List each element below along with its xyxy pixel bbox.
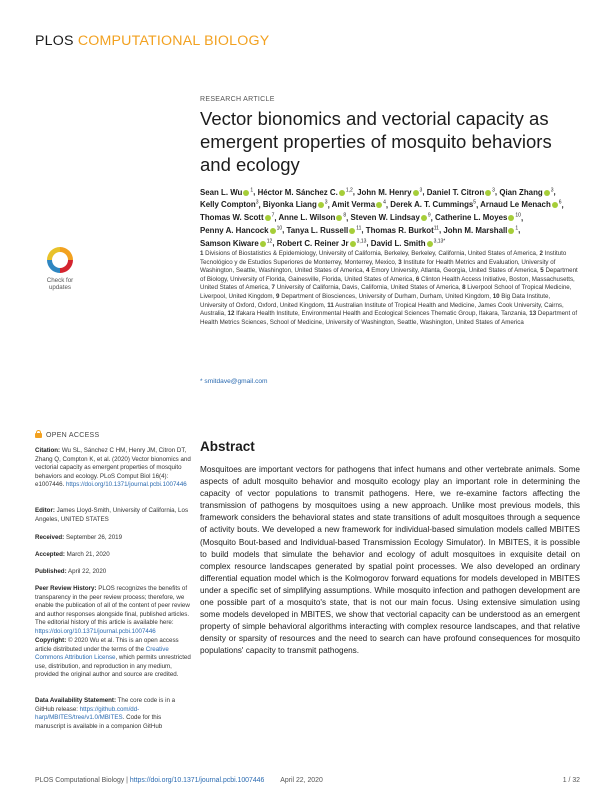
corresponding-email[interactable]: * smitdave@gmail.com <box>200 378 268 385</box>
journal-header <box>35 33 269 49</box>
affiliation-number: 8 <box>462 284 466 292</box>
data-availability-text: The core code is in a GitHub release: <box>35 697 176 713</box>
affiliation-number: 1 <box>200 250 204 257</box>
affiliation-number: 12 <box>227 310 235 318</box>
author-name[interactable]: David L. Smith $^{3,13*}$ <box>370 238 446 248</box>
affiliation-number: 4 <box>366 267 370 275</box>
author-affiliation-number: 12 <box>266 238 273 245</box>
published-label: Published: <box>35 568 67 575</box>
author-affiliation-number: 3,13* <box>433 238 446 245</box>
author-name[interactable]: Penny A. Hancock $^{10}$ <box>200 225 283 236</box>
orcid-icon[interactable] <box>265 215 271 221</box>
copyright-block <box>35 637 193 680</box>
affiliation-number: 6 <box>415 275 420 283</box>
footer-doi-link[interactable]: https://doi.org/10.1371/journal.pcbi.1007446 <box>129 777 265 784</box>
footer-journal: PLOS Computational Biology <box>35 777 125 784</box>
author-name[interactable]: John M. Henry $^3$ <box>357 187 423 197</box>
author-name[interactable]: Steven W. Lindsay $^9$ <box>350 212 431 223</box>
author-affiliation-number: 1 <box>515 225 519 232</box>
author-affiliation-number: 11 <box>433 225 439 232</box>
orcid-icon[interactable] <box>270 228 276 234</box>
author-name[interactable]: Amit Verma $^4$ <box>331 199 386 210</box>
affiliation-text: University of California, Davis, California, United States of America, <box>275 284 463 292</box>
orcid-icon[interactable] <box>336 215 342 221</box>
journal-name: COMPUTATIONAL BIOLOGY <box>77 33 270 49</box>
editor-block <box>35 507 193 524</box>
author-name[interactable]: John M. Marshall $^1$ <box>443 225 519 236</box>
author-affiliation-number: 10 <box>276 225 283 232</box>
author-affiliation-number: 1,2 <box>345 187 353 193</box>
author-affiliation-number: 3 <box>255 199 259 206</box>
orcid-icon[interactable] <box>339 190 345 196</box>
affiliation-text: Clinton Health Access Initiative, Boston, Massachusetts, United States of America, <box>200 275 575 292</box>
affiliation-number: 9 <box>276 292 280 300</box>
page-footer <box>35 777 580 784</box>
article-title: Vector bionomics and vectorial capacity as emergent properties of mosquito behaviors and ecology <box>200 108 552 175</box>
peer-review-label: Peer Review History: <box>35 585 97 592</box>
affiliation-number: 11 <box>327 301 334 309</box>
author-list: Sean L. Wu $^1$, Héctor M. Sánchez C. $^{1,2}$, John M. Henry $^3$, Daniel T. Citron $^3$, Qian Zhang $^3$, Kelly Compton$^3$, Biyonka Liang $^3$, Amit Verma $^4$, Derek A. T. Cummings$^5$, Arnaud Le Menach $^6$, Thomas W. Scott $^7$, Anne L. Wilson $^8$, Steven W. Lindsay $^9$, Catherine L. Moyes $^{10}$, Penny A. Hancock $^{10}$, Tanya L. Russell $^{11}$, Thomas R. Burkot$^{11}$, John M. Marshall $^1$, Samson Kiware $^{12}$, Robert C. Reiner Jr $^{3,13}$, David L. Smith $^{3,13*}$ <box>200 187 564 248</box>
author-name[interactable]: Sean L. Wu $^1$ <box>200 187 254 197</box>
affiliation-number: 2 <box>539 250 543 257</box>
editor-label: Editor: <box>35 507 55 514</box>
affiliation-number: 7 <box>271 284 275 292</box>
data-availability-text-2: . Code for this manuscript is available in a companion GitHub <box>35 714 163 730</box>
citation-block <box>35 447 193 490</box>
author-name[interactable]: Biyonka Liang $^3$ <box>262 199 328 210</box>
affiliation-text: Divisions of Biostatistics & Epidemiology, University of California, Berkeley, Berkeley, California, United States of America, <box>203 250 540 257</box>
peer-review-text: PLOS recognizes the benefits of transparency in the peer review process; therefore, we enable the publication of all of the content of peer review and author responses alongside final, published articles. The editorial history of this article is available here: <box>35 585 190 626</box>
affiliation-text: Department of Health Metrics Sciences, School of Medicine, University of Washington, Seattle, Washington, United States of America <box>200 310 578 326</box>
author-affiliation-number: 9 <box>427 212 431 219</box>
abstract-heading: Abstract <box>200 439 255 454</box>
orcid-icon[interactable] <box>544 190 550 196</box>
author-name[interactable]: Catherine L. Moyes $^{10}$ <box>435 212 521 223</box>
author-name[interactable]: Anne L. Wilson $^8$ <box>278 212 347 223</box>
author-affiliation-number: 3 <box>324 199 328 206</box>
article-type: RESEARCH ARTICLE <box>200 96 275 103</box>
orcid-icon[interactable] <box>427 241 433 247</box>
orcid-icon[interactable] <box>243 190 249 196</box>
affiliation-text: Liverpool School of Tropical Medicine, Liverpool, United Kingdom, <box>200 284 572 300</box>
author-affiliation-number: 8 <box>343 212 347 219</box>
peer-review-block <box>35 585 193 636</box>
author-affiliation-number: 6 <box>558 199 562 206</box>
author-affiliation-number: 4 <box>383 199 386 206</box>
affiliation-text: Department of Biology, University of Florida, Gainesville, Florida, United States of America, <box>200 267 578 283</box>
license-link[interactable]: Creative Commons Attribution License <box>35 645 169 661</box>
affiliation-number: 10 <box>492 292 500 300</box>
github-link[interactable]: https://github.com/dd-harp/MBITES/tree/v1.0/MBITES <box>35 705 140 721</box>
page-number: 1 / 32 <box>562 777 580 784</box>
author-affiliation-number: 1 <box>250 187 254 193</box>
orcid-icon[interactable] <box>318 202 324 208</box>
affiliation-text: Ifakara Health Institute, Environmental Health and Ecological Sciences Thematic Group, Ifakara, Tanzania, <box>234 310 530 318</box>
orcid-icon[interactable] <box>485 190 491 196</box>
crossmark-icon <box>47 247 73 273</box>
author-affiliation-number: 3 <box>419 187 423 193</box>
author-affiliation-number: 3 <box>550 187 554 193</box>
affiliation-text: Big Data Institute, University of Oxford, Oxford, United Kingdom, <box>200 292 551 309</box>
affiliation-number: 5 <box>540 267 544 275</box>
open-access-label <box>35 430 99 439</box>
affiliation-number: 3 <box>398 258 402 266</box>
author-affiliation-number: 3 <box>492 187 495 193</box>
author-affiliation-number: 7 <box>271 212 275 219</box>
accepted-label: Accepted: <box>35 551 65 558</box>
received-label: Received: <box>35 534 65 541</box>
data-availability-block <box>35 697 193 731</box>
orcid-icon[interactable] <box>376 202 382 208</box>
received-date: September 26, 2019 <box>65 534 123 541</box>
editor-text: James Lloyd-Smith, University of California, Los Angeles, UNITED STATES <box>35 507 189 523</box>
affiliation-text: Emory University, Atlanta, Georgia, United States of America, <box>369 267 541 275</box>
orcid-icon[interactable] <box>349 228 355 234</box>
author-affiliation-number: 3,13 <box>356 238 367 245</box>
affiliation-number: 13 <box>529 310 537 318</box>
accepted-date: March 21, 2020 <box>66 551 110 558</box>
affiliation-text: Department of Biosciences, University of Durham, Durham, United Kingdom, <box>279 292 493 300</box>
author-name[interactable]: Derek A. T. Cummings$^5$ <box>390 199 477 210</box>
open-lock-icon <box>35 430 42 438</box>
author-name[interactable]: Robert C. Reiner Jr $^{3,13}$ <box>276 238 367 248</box>
author-name[interactable]: Thomas W. Scott $^7$ <box>200 212 275 223</box>
copyright-text: © 2020 Wu et al. This is an open access article distributed under the terms of the <box>35 637 179 653</box>
accepted-block <box>35 551 193 560</box>
author-affiliation-number: 10 <box>515 212 521 219</box>
author-name[interactable]: Qian Zhang $^3$ <box>499 187 554 197</box>
author-name[interactable]: Thomas R. Burkot$^{11}$ <box>365 225 439 236</box>
author-name[interactable]: Tanya L. Russell $^{11}$ <box>286 225 362 236</box>
citation-doi-link[interactable]: https://doi.org/10.1371/journal.pcbi.1007446 <box>65 481 187 488</box>
data-availability-label: Data Availability Statement: <box>35 697 117 704</box>
badge-label: Check for updates <box>46 277 74 291</box>
affiliation-list <box>200 250 578 327</box>
orcid-icon[interactable] <box>552 202 558 208</box>
author-name[interactable]: Kelly Compton$^3$ <box>200 199 259 210</box>
orcid-icon[interactable] <box>413 190 419 196</box>
published-block <box>35 568 193 577</box>
orcid-icon[interactable] <box>508 228 514 234</box>
orcid-icon[interactable] <box>260 241 266 247</box>
affiliation-text: Instituto Tecnológico y de Estudios Superiores de Monterrey, Monterrey, Mexico, <box>200 250 567 266</box>
author-affiliation-number: 11 <box>356 225 362 232</box>
peer-review-link[interactable]: https://doi.org/10.1371/journal.pcbi.1007446 <box>35 627 156 635</box>
affiliation-text: Australian Institute of Tropical Health and Medicine, James Cook University, Cairns, Australia, <box>200 301 564 318</box>
footer-date: April 22, 2020 <box>280 777 323 784</box>
orcid-icon[interactable] <box>508 215 514 221</box>
check-for-updates-badge[interactable] <box>35 243 85 297</box>
published-date: April 22, 2020 <box>68 568 107 575</box>
citation-text: Wu SL, Sánchez C HM, Henry JM, Citron DT, Zhang Q, Compton K, et al. (2020) Vector bionomics and vectorial capacity as emergent properties of mosquito behaviors and ecology. PLoS Comput Biol 16(4): e1007446. <box>35 447 191 488</box>
author-name[interactable]: Daniel T. Citron $^3$ <box>426 187 495 197</box>
citation-label: Citation: <box>35 447 61 454</box>
affiliation-text: Institute for Health Metrics and Evaluation, University of Washington, Seattle, Washington, United States of America, <box>200 258 556 275</box>
author-name[interactable]: Arnaud Le Menach $^6$ <box>480 199 562 210</box>
footer-separator: | <box>124 777 130 784</box>
orcid-icon[interactable] <box>350 241 356 247</box>
copyright-label: Copyright: <box>35 637 67 644</box>
received-block <box>35 534 193 543</box>
author-affiliation-number: 5 <box>473 199 477 206</box>
author-name[interactable]: Héctor M. Sánchez C. $^{1,2}$ <box>257 187 353 197</box>
abstract-body: Mosquitoes are important vectors for pathogens that infect humans and other vertebrate animals. Some aspects of adult mosquito behavior and mosquito ecology play an important role in determining the capacity of vector populations to transmit pathogens. Here, we re-examine factors affecting the transmission of pathogens by mosquitoes using a new approach. Unlike most previous models, this framework considers the behavioral states and state transitions of adult mosquitoes through a sequence of activity bouts. We developed a new framework for individual-based simulation models called MBITES (Mosquito Bout-based and Individual-based Transmission Ecology Simulator). In MBITES, it is possible to build models that simulate the behavior and ecology of adult mosquitoes in exquisite detail on complex resource landscapes generated by spatial point processes. We also developed an ordinary differential equation model which is the Kolmogorov forward equations for models developed in MBITES under a specific set of simplifying assumptions. While mosquito infection and pathogen development are one possible part of a mosquito's state, that is not our main focus. Using extensive simulation using some models developed in MBITES, we show that vectorial capacity can be understood as an emergent property of simple behavioral algorithms interacting with complex resource landscapes, and that relative density or sparsity of resources and the need to search can have profound consequences for mosquito populations' capacity to transmit pathogens. <box>200 465 580 656</box>
journal-brand: PLOS <box>35 33 74 49</box>
open-access-text: OPEN ACCESS <box>46 432 100 439</box>
orcid-icon[interactable] <box>421 215 427 221</box>
author-name[interactable]: Samson Kiware $^{12}$ <box>200 238 273 248</box>
copyright-text-2: , which permits unrestricted use, distribution, and reproduction in any medium, provided the original author and source are credited. <box>35 654 191 678</box>
